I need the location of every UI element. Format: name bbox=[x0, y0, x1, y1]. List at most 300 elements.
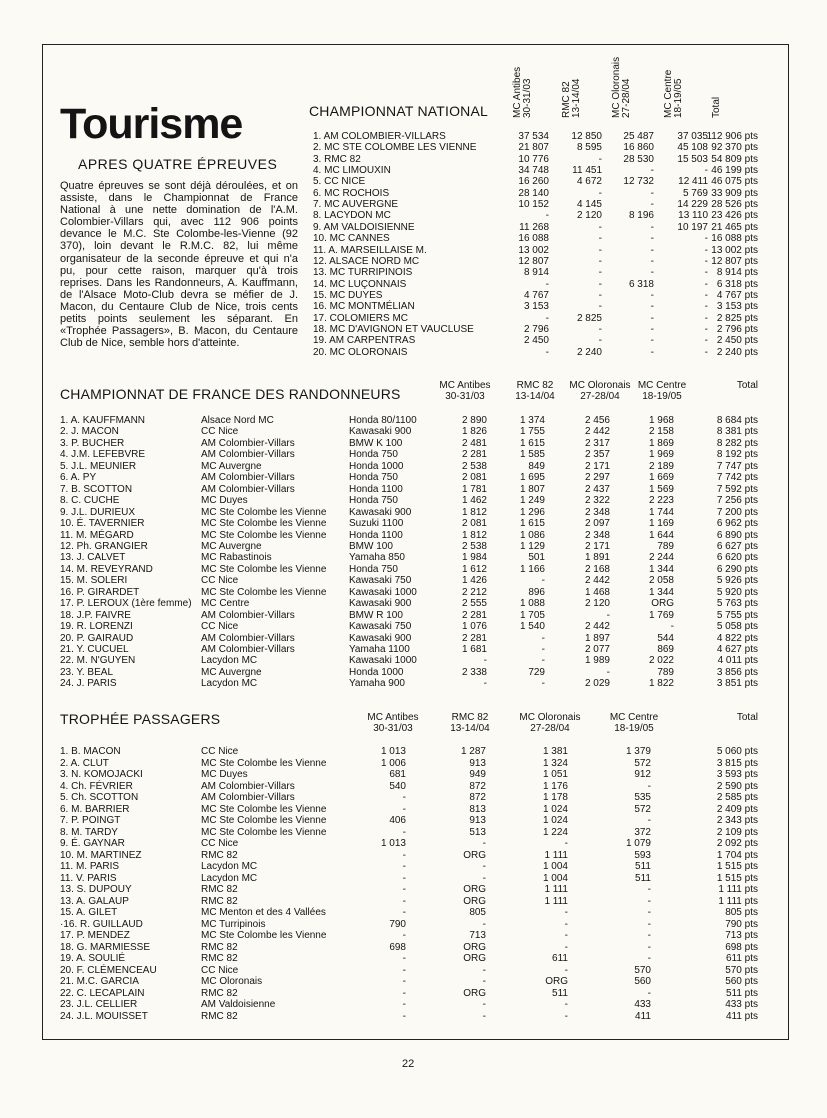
score-cell: 2 081 bbox=[461, 518, 487, 530]
score-cell: - bbox=[402, 976, 406, 987]
score-cell: - bbox=[564, 907, 568, 918]
total-header: Total bbox=[736, 712, 758, 723]
passenger-name: 1. B. MACON bbox=[60, 746, 121, 757]
total-cell: 46 199 pts bbox=[711, 165, 758, 177]
total-cell: 7 200 pts bbox=[716, 506, 758, 518]
passenger-name: 17. P. MENDEZ bbox=[60, 930, 130, 941]
score-cell: - bbox=[402, 826, 406, 838]
score-cell: - bbox=[402, 987, 406, 999]
score-cell: 1 296 bbox=[519, 506, 545, 518]
motorcycle: Honda 750 bbox=[349, 495, 398, 507]
score-cell: 2 825 bbox=[576, 312, 602, 324]
club-name: MC Oloronais bbox=[201, 976, 263, 987]
score-cell: 2 097 bbox=[584, 518, 610, 530]
passenger-name: 6. M. BARRIER bbox=[60, 803, 130, 815]
total-cell: 6 318 pts bbox=[716, 278, 758, 290]
score-cell: 28 530 bbox=[623, 153, 654, 165]
table-row bbox=[0, 188, 827, 199]
score-cell: 10 776 bbox=[518, 153, 549, 165]
column-header-club: MC Centre bbox=[637, 380, 687, 391]
score-cell: 2 022 bbox=[648, 655, 674, 667]
table-row bbox=[0, 313, 827, 324]
table-row bbox=[0, 472, 827, 483]
total-cell: 46 075 pts bbox=[711, 176, 758, 188]
table-row bbox=[0, 942, 827, 953]
rider-name: 20. P. GAIRAUD bbox=[60, 632, 134, 644]
table-row bbox=[0, 245, 827, 256]
motorcycle: Yamaha 850 bbox=[349, 552, 405, 564]
score-cell: 2 281 bbox=[461, 609, 487, 621]
total-cell: 805 pts bbox=[725, 907, 758, 918]
team-name: 6. MC ROCHOIS bbox=[313, 187, 390, 199]
total-cell: 21 465 pts bbox=[711, 221, 758, 233]
total-cell: 713 pts bbox=[725, 930, 758, 941]
passenger-name: 24. J.L. MOUISSET bbox=[60, 1010, 148, 1022]
table-row bbox=[0, 449, 827, 460]
score-cell: 1 166 bbox=[519, 563, 545, 575]
score-cell: 15 503 bbox=[677, 153, 708, 165]
table-row bbox=[0, 1011, 827, 1022]
total-cell: 6 620 pts bbox=[716, 552, 758, 564]
total-cell: 2 450 pts bbox=[716, 335, 758, 347]
score-cell: - bbox=[402, 907, 406, 918]
score-cell: 2 158 bbox=[648, 426, 674, 438]
table-row bbox=[0, 165, 827, 176]
national-column-header: MC Centre 18-19/05 bbox=[663, 69, 684, 118]
total-cell: 611 pts bbox=[725, 953, 758, 964]
score-cell: 849 bbox=[528, 460, 545, 472]
table-row bbox=[0, 769, 827, 780]
score-cell: 2 357 bbox=[584, 449, 610, 461]
score-cell: 2 796 bbox=[523, 323, 549, 335]
page-subtitle: APRES QUATRE ÉPREUVES bbox=[78, 156, 278, 172]
motorcycle: Yamaha 900 bbox=[349, 678, 405, 690]
score-cell: - bbox=[704, 335, 708, 347]
passenger-name: 11. V. PARIS bbox=[60, 872, 117, 884]
score-cell: 1 013 bbox=[380, 746, 406, 757]
total-cell: 54 809 pts bbox=[711, 153, 758, 165]
score-cell: - bbox=[541, 632, 545, 644]
score-cell: 1 744 bbox=[648, 506, 674, 518]
total-cell: 8 282 pts bbox=[716, 437, 758, 449]
score-cell: - bbox=[598, 278, 602, 290]
score-cell: - bbox=[598, 323, 602, 335]
score-cell: 2 317 bbox=[584, 437, 610, 449]
column-header-date: 18-19/05 bbox=[614, 723, 654, 734]
club-name: MC Auvergne bbox=[201, 540, 262, 552]
club-name: CC Nice bbox=[201, 746, 239, 757]
rider-name: 8. C. CUCHE bbox=[60, 495, 120, 507]
score-cell: 570 bbox=[634, 964, 651, 976]
score-cell: 511 bbox=[552, 987, 568, 999]
rider-name: 22. M. N'GUYEN bbox=[60, 655, 136, 667]
score-cell: - bbox=[541, 644, 545, 655]
score-cell: 1 769 bbox=[648, 609, 674, 621]
total-cell: 4 822 pts bbox=[716, 632, 758, 644]
score-cell: - bbox=[650, 255, 654, 267]
table-row bbox=[0, 507, 827, 518]
score-cell: - bbox=[650, 233, 654, 245]
score-cell: 2 168 bbox=[584, 563, 610, 575]
score-cell: ORG bbox=[463, 953, 486, 964]
table-row bbox=[0, 530, 827, 541]
score-cell: 16 088 bbox=[518, 233, 549, 245]
total-cell: 7 592 pts bbox=[716, 483, 758, 495]
total-cell: 5 926 pts bbox=[716, 575, 758, 587]
passenger-name: 15. A. GILET bbox=[60, 907, 118, 918]
team-name: 19. AM CARPENTRAS bbox=[313, 335, 416, 347]
total-cell: 2 796 pts bbox=[716, 323, 758, 335]
score-cell: 2 538 bbox=[461, 540, 487, 552]
score-cell: 10 197 bbox=[677, 221, 708, 233]
table-row bbox=[0, 976, 827, 987]
club-name: MC Ste Colombe les Vienne bbox=[201, 506, 327, 518]
score-cell: - bbox=[598, 244, 602, 256]
score-cell: 1 176 bbox=[542, 780, 568, 792]
total-cell: 2 109 pts bbox=[716, 826, 758, 838]
club-name: RMC 82 bbox=[201, 953, 238, 964]
score-cell: 2 244 bbox=[648, 552, 674, 564]
motorcycle: Kawasaki 900 bbox=[349, 632, 412, 644]
total-cell: 1 515 pts bbox=[716, 861, 758, 872]
score-cell: 37 534 bbox=[518, 131, 549, 142]
score-cell: - bbox=[704, 312, 708, 324]
passenger-name: 2. A. CLUT bbox=[60, 757, 109, 769]
table-row bbox=[0, 896, 827, 907]
table-row bbox=[0, 930, 827, 941]
club-name: Alsace Nord MC bbox=[201, 415, 274, 426]
team-name: 18. MC D'AVIGNON ET VAUCLUSE bbox=[313, 323, 474, 335]
score-cell: 1 344 bbox=[648, 586, 674, 598]
score-cell: 729 bbox=[528, 666, 545, 678]
score-cell: - bbox=[541, 655, 545, 667]
score-cell: - bbox=[402, 930, 406, 941]
total-cell: 2 240 pts bbox=[716, 346, 758, 358]
score-cell: 1 807 bbox=[519, 483, 545, 495]
club-name: AM Colombier-Villars bbox=[201, 449, 295, 461]
table-row bbox=[0, 438, 827, 449]
total-cell: 12 807 pts bbox=[711, 255, 758, 267]
passenger-name: 10. M. MARTINEZ bbox=[60, 849, 142, 861]
table-row bbox=[0, 587, 827, 598]
score-cell: 501 bbox=[528, 552, 545, 564]
randonneurs-heading: CHAMPIONNAT DE FRANCE DES RANDONNEURS bbox=[60, 386, 401, 402]
table-row bbox=[0, 233, 827, 244]
score-cell: 1 024 bbox=[542, 803, 568, 815]
club-name: RMC 82 bbox=[201, 884, 238, 895]
score-cell: 13 110 bbox=[678, 210, 708, 222]
total-cell: 433 pts bbox=[725, 999, 758, 1010]
score-cell: - bbox=[545, 278, 549, 290]
score-cell: 21 807 bbox=[518, 142, 549, 154]
score-cell: 2 081 bbox=[461, 472, 487, 484]
score-cell: 1 344 bbox=[648, 563, 674, 575]
column-header-club: MC Antibes bbox=[367, 712, 419, 723]
table-row bbox=[0, 610, 827, 621]
team-name: 10. MC CANNES bbox=[313, 233, 390, 245]
score-cell: - bbox=[545, 346, 549, 358]
club-name: MC Ste Colombe les Vienne bbox=[201, 586, 327, 598]
score-cell: - bbox=[564, 1010, 568, 1022]
column-header-club: MC Oloronais bbox=[519, 712, 581, 723]
table-row bbox=[0, 564, 827, 575]
score-cell: - bbox=[545, 210, 549, 222]
score-cell: 1 379 bbox=[625, 746, 651, 757]
score-cell: 2 338 bbox=[461, 666, 487, 678]
table-row bbox=[0, 267, 827, 278]
score-cell: 2 029 bbox=[584, 678, 610, 690]
total-cell: 560 pts bbox=[725, 976, 758, 987]
score-cell: 1 169 bbox=[648, 518, 674, 530]
club-name: MC Ste Colombe les Vienne bbox=[201, 803, 327, 815]
score-cell: 2 348 bbox=[584, 506, 610, 518]
club-name: Lacydon MC bbox=[201, 872, 258, 884]
score-cell: 2 058 bbox=[648, 575, 674, 587]
score-cell: - bbox=[647, 953, 651, 964]
table-row bbox=[0, 621, 827, 632]
score-cell: - bbox=[482, 999, 486, 1010]
passenger-name: 13. A. GALAUP bbox=[60, 895, 129, 907]
total-cell: 3 153 pts bbox=[716, 301, 758, 313]
passenger-name: ·16. R. GUILLAUD bbox=[60, 918, 143, 930]
score-cell: 2 322 bbox=[584, 495, 610, 507]
score-cell: 1 178 bbox=[542, 792, 568, 803]
club-name: AM Colombier-Villars bbox=[201, 609, 295, 621]
club-name: CC Nice bbox=[201, 838, 239, 849]
column-header-club: MC Oloronais bbox=[569, 380, 631, 391]
score-cell: 12 850 bbox=[571, 131, 602, 142]
motorcycle: Honda 750 bbox=[349, 449, 398, 461]
club-name: Lacydon MC bbox=[201, 678, 258, 690]
score-cell: - bbox=[650, 244, 654, 256]
score-cell: 16 260 bbox=[518, 176, 549, 188]
score-cell: 4 672 bbox=[576, 176, 602, 188]
club-name: AM Colombier-Villars bbox=[201, 483, 295, 495]
score-cell: - bbox=[402, 895, 406, 907]
score-cell: 1 088 bbox=[519, 598, 545, 610]
score-cell: ORG bbox=[651, 598, 674, 610]
table-row bbox=[0, 426, 827, 437]
score-cell: 713 bbox=[469, 930, 486, 941]
score-cell: 2 240 bbox=[576, 346, 602, 358]
score-cell: 611 bbox=[552, 953, 568, 964]
score-cell: - bbox=[704, 244, 708, 256]
score-cell: 2 348 bbox=[584, 529, 610, 541]
score-cell: 949 bbox=[469, 769, 486, 780]
total-cell: 6 962 pts bbox=[716, 518, 758, 530]
score-cell: 433 bbox=[634, 999, 651, 1010]
passenger-name: 20. F. CLÉMENCEAU bbox=[60, 964, 157, 976]
table-row bbox=[0, 919, 827, 930]
score-cell: - bbox=[650, 323, 654, 335]
table-row bbox=[0, 873, 827, 884]
table-row bbox=[0, 461, 827, 472]
table-row bbox=[0, 644, 827, 655]
score-cell: 1 324 bbox=[542, 757, 568, 769]
team-name: 15. MC DUYES bbox=[313, 289, 383, 301]
total-cell: 5 060 pts bbox=[716, 746, 758, 757]
team-name: 2. MC STE COLOMBE LES VIENNE bbox=[313, 142, 477, 154]
table-row bbox=[0, 347, 827, 358]
total-cell: 112 906 pts bbox=[706, 131, 758, 142]
team-name: 20. MC OLORONAIS bbox=[313, 346, 408, 358]
total-cell: 6 290 pts bbox=[716, 563, 758, 575]
total-cell: 4 011 pts bbox=[717, 655, 758, 667]
score-cell: - bbox=[598, 301, 602, 313]
score-cell: 2 442 bbox=[584, 426, 610, 438]
score-cell: ORG bbox=[463, 941, 486, 953]
column-header-date: 27-28/04 bbox=[580, 391, 620, 402]
score-cell: - bbox=[650, 312, 654, 324]
score-cell: 14 229 bbox=[677, 199, 708, 211]
club-name: CC Nice bbox=[201, 621, 239, 633]
score-cell: - bbox=[598, 221, 602, 233]
score-cell: 789 bbox=[657, 540, 674, 552]
club-name: Lacydon MC bbox=[201, 655, 258, 667]
motorcycle: Yamaha 1100 bbox=[349, 644, 410, 655]
club-name: AM Colombier-Villars bbox=[201, 632, 295, 644]
score-cell: - bbox=[541, 678, 545, 690]
club-name: AM Colombier-Villars bbox=[201, 644, 295, 655]
total-cell: 33 909 pts bbox=[711, 187, 758, 199]
rider-name: 4. J.M. LEFEBVRE bbox=[60, 449, 146, 461]
score-cell: 5 769 bbox=[682, 187, 708, 199]
club-name: MC Ste Colombe les Vienne bbox=[201, 563, 327, 575]
score-cell: - bbox=[704, 255, 708, 267]
score-cell: 10 152 bbox=[518, 199, 549, 211]
score-cell: 1 969 bbox=[648, 449, 674, 461]
score-cell: 1 585 bbox=[519, 449, 545, 461]
club-name: MC Duyes bbox=[201, 495, 248, 507]
score-cell: - bbox=[402, 849, 406, 861]
score-cell: - bbox=[647, 918, 651, 930]
rider-name: 3. P. BUCHER bbox=[60, 437, 125, 449]
score-cell: - bbox=[402, 792, 406, 803]
team-name: 4. MC LIMOUXIN bbox=[313, 165, 391, 177]
score-cell: 2 120 bbox=[576, 210, 602, 222]
score-cell: - bbox=[647, 907, 651, 918]
total-cell: 4 767 pts bbox=[716, 289, 758, 301]
club-name: CC Nice bbox=[201, 964, 239, 976]
team-name: 11. A. MARSEILLAISE M. bbox=[313, 244, 427, 256]
score-cell: 8 914 bbox=[523, 267, 549, 279]
score-cell: - bbox=[704, 233, 708, 245]
table-row bbox=[0, 953, 827, 964]
table-row bbox=[0, 850, 827, 861]
table-row bbox=[0, 335, 827, 346]
rider-name: 1. A. KAUFFMANN bbox=[60, 415, 146, 426]
total-cell: 1 704 pts bbox=[716, 849, 758, 861]
club-name: CC Nice bbox=[201, 426, 239, 438]
table-row bbox=[0, 598, 827, 609]
score-cell: 1 004 bbox=[542, 872, 568, 884]
score-cell: 805 bbox=[469, 907, 486, 918]
column-header-club: RMC 82 bbox=[451, 712, 489, 723]
rider-name: 5. J.L. MEUNIER bbox=[60, 460, 137, 472]
table-row bbox=[0, 552, 827, 563]
rider-name: 13. J. CALVET bbox=[60, 552, 126, 564]
score-cell: - bbox=[606, 666, 610, 678]
motorcycle: BMW R 100 bbox=[349, 609, 403, 621]
score-cell: 1 129 bbox=[519, 540, 545, 552]
club-name: MC Ste Colombe les Vienne bbox=[201, 518, 327, 530]
club-name: AM Colombier-Villars bbox=[201, 780, 295, 792]
table-row bbox=[0, 884, 827, 895]
score-cell: - bbox=[402, 964, 406, 976]
column-header-date: 30-31/03 bbox=[445, 391, 485, 402]
national-column-header: MC Oloronais 27-28/04 bbox=[611, 56, 632, 118]
table-row bbox=[0, 142, 827, 153]
column-header-date: 30-31/03 bbox=[373, 723, 413, 734]
score-cell: 2 450 bbox=[523, 335, 549, 347]
table-row bbox=[0, 495, 827, 506]
score-cell: - bbox=[650, 221, 654, 233]
motorcycle: Honda 1100 bbox=[349, 483, 403, 495]
score-cell: 1 891 bbox=[584, 552, 610, 564]
total-cell: 698 pts bbox=[725, 941, 758, 953]
table-row bbox=[0, 838, 827, 849]
total-cell: 2 343 pts bbox=[716, 815, 758, 826]
club-name: RMC 82 bbox=[201, 895, 238, 907]
team-name: 3. RMC 82 bbox=[313, 153, 361, 165]
score-cell: - bbox=[647, 780, 651, 792]
passenger-name: 21. M.C. GARCIA bbox=[60, 976, 139, 987]
score-cell: 1 249 bbox=[519, 495, 545, 507]
score-cell: 1 051 bbox=[542, 769, 568, 780]
score-cell: - bbox=[482, 964, 486, 976]
column-header-date: 18-19/05 bbox=[642, 391, 682, 402]
score-cell: ORG bbox=[545, 976, 568, 987]
team-name: 5. CC NICE bbox=[313, 176, 366, 188]
score-cell: 698 bbox=[389, 941, 406, 953]
score-cell: 16 860 bbox=[623, 142, 654, 154]
column-header-date: 27-28/04 bbox=[530, 723, 570, 734]
score-cell: - bbox=[647, 895, 651, 907]
table-row bbox=[0, 988, 827, 999]
score-cell: - bbox=[670, 621, 674, 633]
score-cell: 1 381 bbox=[542, 746, 568, 757]
motorcycle: Kawasaki 1000 bbox=[349, 655, 417, 667]
motorcycle: Honda 80/1100 bbox=[349, 415, 417, 426]
rider-name: 17. P. LEROUX (1ère femme) bbox=[60, 598, 192, 610]
score-cell: 12 411 bbox=[678, 176, 708, 188]
total-cell: 1 515 pts bbox=[716, 872, 758, 884]
score-cell: - bbox=[598, 187, 602, 199]
team-name: 1. AM COLOMBIER-VILLARS bbox=[313, 131, 446, 142]
table-row bbox=[0, 667, 827, 678]
score-cell: - bbox=[704, 289, 708, 301]
rider-name: 24. J. PARIS bbox=[60, 678, 117, 690]
motorcycle: Kawasaki 900 bbox=[349, 506, 412, 518]
score-cell: - bbox=[647, 930, 651, 941]
score-cell: 411 bbox=[635, 1010, 651, 1022]
motorcycle: BMW 100 bbox=[349, 540, 393, 552]
score-cell: 790 bbox=[389, 918, 406, 930]
score-cell: - bbox=[704, 267, 708, 279]
passenger-name: 8. M. TARDY bbox=[60, 826, 118, 838]
score-cell: 2 281 bbox=[461, 632, 487, 644]
score-cell: 1 462 bbox=[461, 495, 487, 507]
score-cell: 544 bbox=[657, 632, 674, 644]
total-cell: 2 092 pts bbox=[716, 838, 758, 849]
passenger-name: 23. J.L. CELLIER bbox=[60, 999, 138, 1010]
score-cell: - bbox=[647, 987, 651, 999]
passenger-name: 19. A. SOULIÉ bbox=[60, 953, 126, 964]
motorcycle: Suzuki 1100 bbox=[349, 518, 404, 530]
score-cell: 869 bbox=[657, 644, 674, 655]
score-cell: 4 767 bbox=[523, 289, 549, 301]
score-cell: 2 890 bbox=[461, 415, 487, 426]
